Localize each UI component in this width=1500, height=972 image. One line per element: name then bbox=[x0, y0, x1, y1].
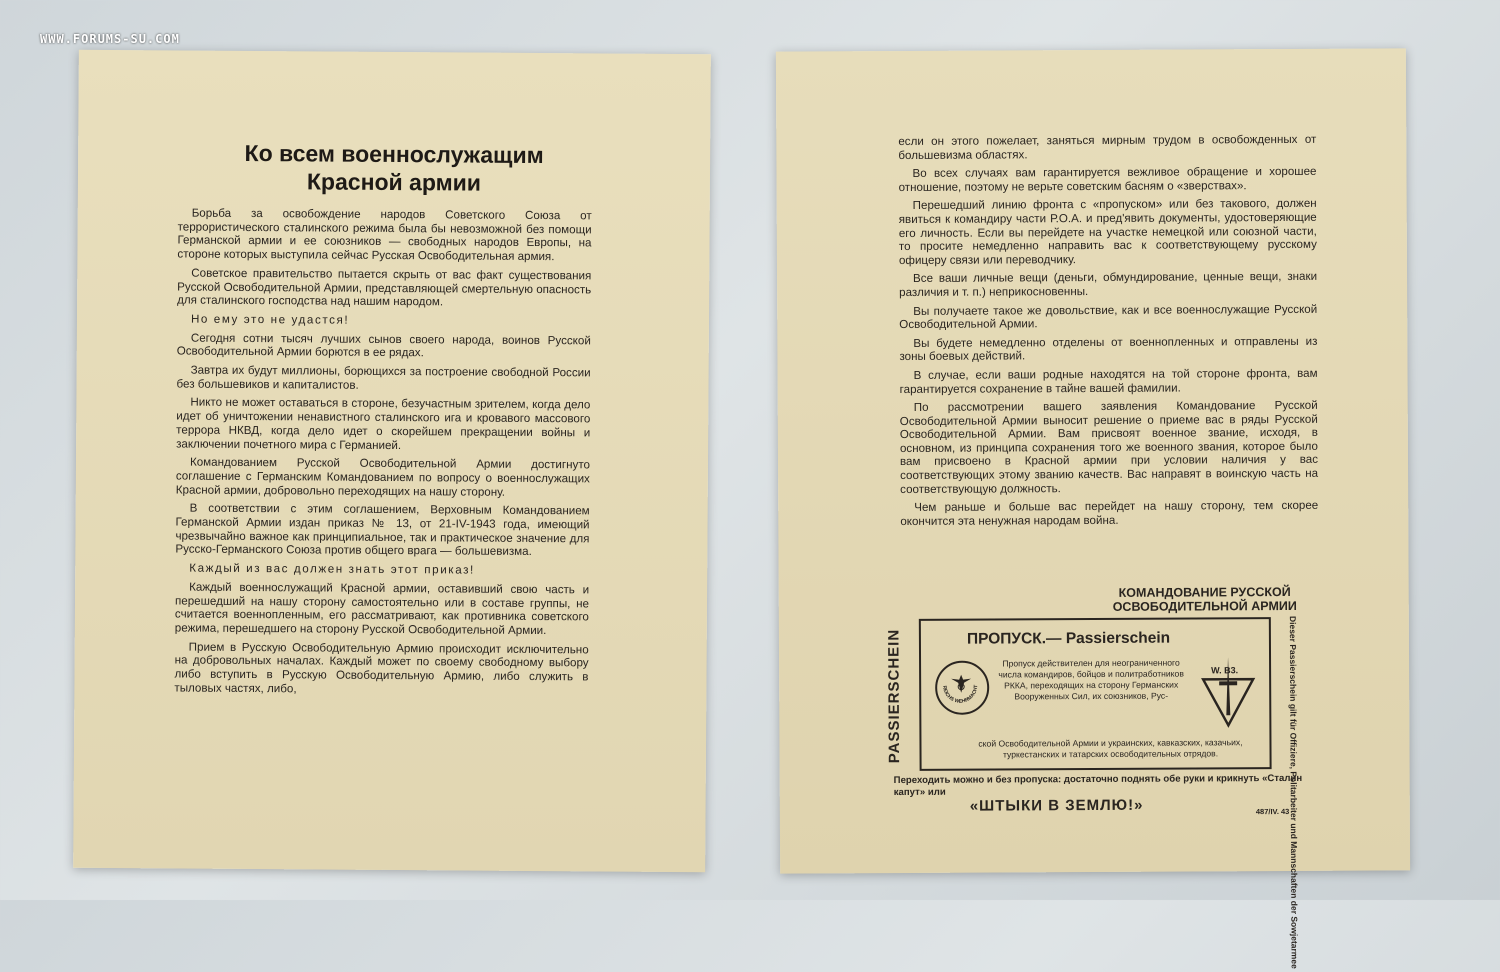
svg-text:REICHS WEHRMACHT bbox=[941, 685, 979, 705]
paragraph: Вы получаете такое же довольствие, как и все военнослужащие Русской Освободительной Армии. bbox=[899, 302, 1318, 332]
pass-box bbox=[919, 617, 1272, 771]
pass-side-german-text bbox=[1273, 615, 1314, 969]
left-leaflet bbox=[73, 50, 711, 872]
paragraph: Каждый военнослужащий Красной армии, оставивший свою часть и перешедший на нашу сторону самостоятельно или в составе группы, не считается военнопленным, его рассматривают, как противника советского режима, перешедшего на сторону Русской Освободительной Армии. bbox=[174, 580, 590, 638]
paragraph: По рассмотрении вашего заявления Командование Русской Освободительной Армии выносит решение о приеме вас в ряды Русской Освободительной Армии. Вам присвоят военное звание, исходя, в основном, из принципа сохранения того же военного звания, которое было вам присвоено в Красной армии при условии наличия у вас соответствующих этому званию качеств. Вас направят в воинскую часть на соответствующую должность. bbox=[899, 398, 1319, 496]
slogan: «ШТЫКИ В ЗЕМЛЮ!» bbox=[969, 796, 1144, 815]
paragraph: Борьба за освобождение народов Советского Союза от террористического сталинского режима была бы невозможной без помощи Германской армии и ее союзников — свободных народов Европы, на стороне которых выступила сейчас Русская Освободительная армия. bbox=[177, 206, 592, 264]
signature bbox=[1105, 585, 1305, 614]
left-body-text bbox=[174, 206, 591, 702]
pass-text-bottom: ской Освободительной Армии и украинских, кавказских, казачьих, туркестанских и татарских освободительных отрядов. bbox=[978, 737, 1243, 760]
watermark: WWW.FORUMS-SU.COM bbox=[40, 32, 180, 46]
paragraph: если он этого пожелает, заняться мирным трудом в освобожденных от большевизма областях. bbox=[898, 132, 1317, 162]
leaflet-title bbox=[78, 138, 710, 198]
pass-vertical-label-text: PASSIERSCHEIN bbox=[885, 628, 904, 764]
bottom-note: Переходить можно и без пропуска: достаточно поднять обе руки и крикнуть «Сталин капут» или bbox=[893, 772, 1303, 799]
paragraph: Никто не может оставаться в стороне, безучастным зрителем, когда дело идет об уничтожении ненавистного сталинского ига и кровавого массового террора НКВД, когда дело идет о скорейшем прекращении войны и заключении почетного мира с Германией. bbox=[176, 396, 591, 452]
paragraph: Советское правительство пытается скрыть от вас факт существования Русской Освободительной Армии, представляющей смертельную опасность для сталинского господства над нашим народом. bbox=[177, 266, 592, 309]
paragraph: Все ваши личные вещи (деньги, обмундирование, ценные вещи, знаки различия и т. п.) неприкосновенны. bbox=[899, 270, 1318, 299]
paragraph: Во всех случаях вам гарантируется вежливое обращение и хорошее отношение, поэтому не верьте советским басням о «зверствах». bbox=[898, 165, 1317, 194]
paragraph-emphasis: Но ему это не удастся! bbox=[190, 312, 350, 327]
paragraph: Перешедший линию фронта с «пропуском» или без такового, должен явиться к командиру части Р.О.А. и пред'явить документы, удостоверяющие его личность. Если вы перейдете на участке немецкой или союзной части, то просите немедленно направить вас к соответствующему русскому офицеру связи или переводчику. bbox=[898, 197, 1317, 267]
right-body-text bbox=[898, 133, 1318, 534]
paragraph-emphasis: Каждый из вас должен знать этот приказ! bbox=[189, 561, 475, 577]
paragraph: В соответствии с этим соглашением, Верховным Командованием Германской Армии издан приказ № 13, от 21-IV-1943 года, имеющий чрезвычайно важное как принципиальное, так и практическое значение для Русско-Германского Союза против общего врага — большевизма. bbox=[175, 501, 590, 559]
pass-side-text: Dieser Passierschein gilt für Offiziere, Politarbeiter und Mannschaften der Sowjetarmee bbox=[1287, 615, 1300, 969]
title-line-2: Красной армии bbox=[306, 168, 482, 196]
pass-vertical-label bbox=[883, 621, 906, 771]
print-code: 487/IV. 43 bbox=[1255, 806, 1290, 817]
paragraph: Чем раньше и больше вас перейдет на нашу сторону, тем скорее окончится эта ненужная народам война. bbox=[900, 499, 1319, 528]
title-line-1: Ко всем военнослужащим bbox=[244, 139, 544, 169]
emblem-text: W. B3. bbox=[1211, 665, 1239, 676]
paragraph: В случае, если ваши родные находятся на той стороне фронта, вам гарантируется сохранение в тайне вашей фамилии. bbox=[899, 366, 1318, 396]
paragraph: Командованием Русской Освободительной Армии достигнуто соглашение с Германским Командованием по вопросу о военнослужащих Красной армии, добровольно переходящих на нашу сторону. bbox=[175, 455, 591, 499]
paragraph: Вы будете немедленно отделены от военнопленных и отправлены из зоны боевых действий. bbox=[899, 334, 1318, 364]
eagle-seal-icon bbox=[935, 661, 989, 715]
right-leaflet bbox=[776, 48, 1410, 969]
pass-title: ПРОПУСК.— Passierschein bbox=[966, 629, 1171, 648]
seal-text: REICHS WEHRMACHT bbox=[941, 684, 980, 705]
paragraph: Сегодня сотни тысяч лучших сынов своего народа, воинов Русской Освободительной Армии борются в ее рядах. bbox=[176, 331, 591, 360]
pass-text-main: Пропуск действителен для неограниченного числа командиров, бойцов и политработников РККА, переходящих на сторону Германских Вооруженных Сил, их союзников, Рус- bbox=[998, 657, 1184, 702]
wwz-emblem-icon bbox=[1199, 651, 1257, 731]
paragraph: Прием в Русскую Освободительную Армию происходит исключительно на добровольных началах. Каждый может по своему свободному выбору либо вступить в Русскую Освободительную Армию, либо служить в тыловых частях, либо, bbox=[174, 640, 589, 696]
paragraph: Завтра их будут миллионы, борющихся за построение свободной России без большевиков и капиталистов. bbox=[176, 363, 591, 392]
signature-line-2: ОСВОБОДИТЕЛЬНОЙ АРМИИ bbox=[1112, 598, 1297, 614]
signature-line-1: КОМАНДОВАНИЕ РУССКОЙ bbox=[1118, 584, 1291, 600]
